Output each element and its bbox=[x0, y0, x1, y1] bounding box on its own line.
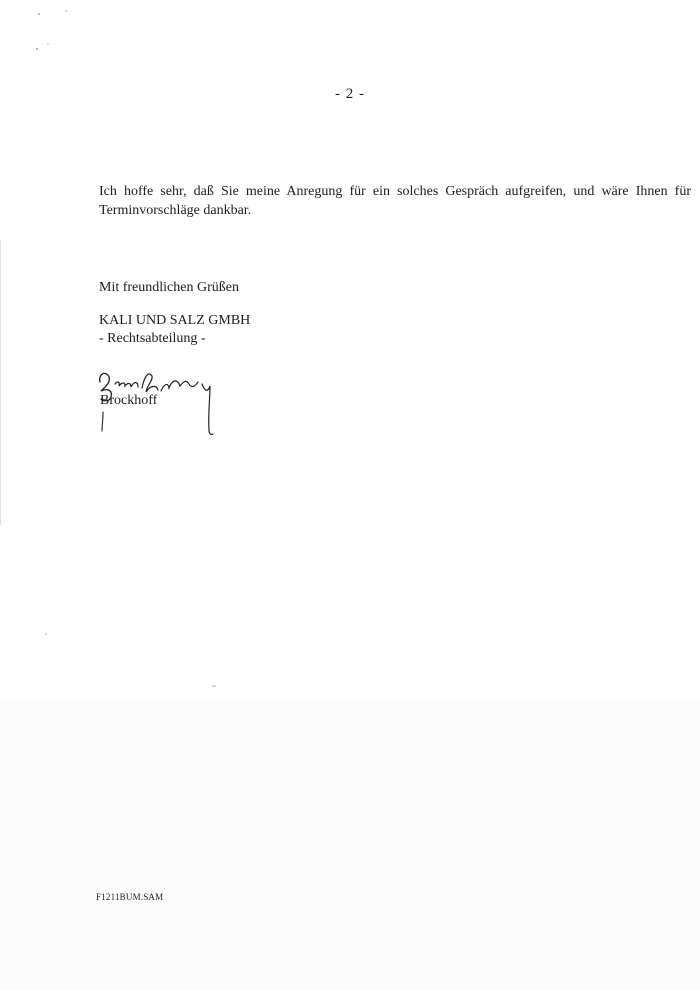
file-reference: F1211BUM.SAM bbox=[96, 892, 164, 902]
closing-salutation: Mit freundlichen Grüßen bbox=[99, 280, 239, 295]
department-name: - Rechtsabteilung - bbox=[99, 331, 206, 346]
company-name: KALI UND SALZ GMBH bbox=[99, 313, 251, 328]
letter-body-paragraph: Ich hoffe sehr, daß Sie meine Anregung für ein solches Gespräch aufgreifen, und wäre Ihnen für Terminvorschläge dankbar. bbox=[99, 184, 691, 218]
page-number: - 2 - bbox=[335, 86, 365, 102]
signature-block bbox=[92, 364, 227, 440]
sender-block bbox=[99, 312, 250, 348]
signatory-name: Brockhoff bbox=[100, 393, 158, 408]
